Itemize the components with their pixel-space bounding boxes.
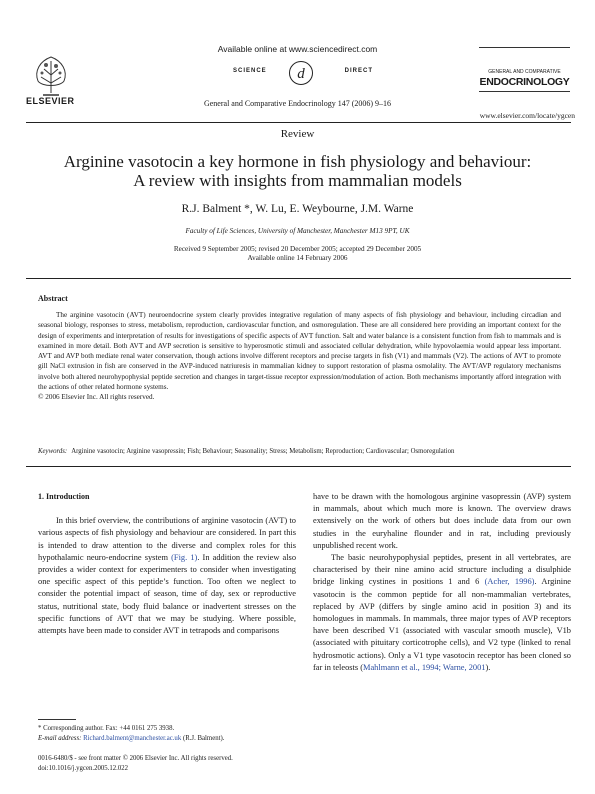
keywords-list: Arginine vasotocin; Arginine vasopressin; Fish; Behaviour; Seasonality; Stress; Metabolism; Reproduction; Cardiovascular; Osmoregulation (71, 448, 455, 455)
sciencedirect-logo (233, 60, 373, 88)
corresponding-footnote (38, 724, 298, 744)
author-list: R.J. Balment *, W. Lu, E. Weybourne, J.M. Warne (181, 203, 414, 215)
journal-bottom-rule (479, 91, 570, 92)
available-online-note[interactable]: Available online at www.sciencedirect.com (217, 44, 378, 54)
right-column (313, 491, 571, 674)
sd-logo-letter: d (297, 66, 305, 82)
section-heading: 1. Introduction (38, 492, 90, 501)
abstract-paragraph: The arginine vasotocin (AVT) neuroendocrine system clearly provides integrative regulation of many aspects of fish physiology and behaviour, including circadian and seasonal biology, responses to stress, metabolism, reproduction, cardiovascular function, and osmoregulation. These are all considered here providing an important context for the design of experiments and interpretation of results for investigations of specific aspects of AVT function. Salt and water balance is a consistent function from fish to mammals and is examined in more detail. Both AVT and AVP secretion is sensitive to hyperosmotic stimuli and associated cellular dehydration, while hypovolaemia would appear less important. AVT and AVP both mediate renal water conservation, though actions involve different receptors and precise targets in fish (V1) and mammals (V2). The actions of AVT to promote gill NaCl extrusion in fish are conserved in the AVP-induced natriuresis in mammalian kidney to support restoration of plasma osmolality. The AVT/AVP regulatory mechanisms involve both altered neurohypophysial peptide secretion and changes in target-tissue receptor expression/modulation of action. Both mechanisms importantly afford integration with the actions of other related hormone systems. (38, 311, 561, 392)
sd-logo-circle-icon (288, 60, 314, 86)
abstract-copyright: © 2006 Elsevier Inc. All rights reserved. (38, 393, 155, 402)
journal-name-small: GENERAL AND COMPARATIVE (488, 69, 561, 75)
article-title (40, 152, 555, 190)
left-column (38, 491, 296, 637)
article-type: Review (280, 128, 315, 140)
title-line-1: Arginine vasotocin a key hormone in fish physiology and behaviour: (63, 152, 532, 171)
journal-top-rule (479, 47, 570, 48)
journal-site-link[interactable]: www.elsevier.com/locate/ygcen (479, 111, 575, 120)
figure-link[interactable]: (Fig. 1) (171, 552, 198, 562)
header-divider (26, 122, 571, 123)
publisher-wordmark: ELSEVIER (26, 96, 75, 106)
received-line: Received 9 September 2005; revised 20 December 2005; accepted 29 December 2005 (173, 245, 422, 253)
received-dates (0, 245, 595, 263)
intro-paragraph: In this brief overview, the contributions of arginine vasotocin (AVT) to various aspects of fish physiology and behaviour are considered. In part this is intended to draw attention to the diverse and complex roles for this hypothalamic neuro-endocrine system (Fig. 1). In addition the review also provides a wider context for experimenters to consider when investigating one specific aspect of this peptide’s function. Too often we neglect to consider the potential impact of season, time of day, sex or reproductive status, nutritional state, body fluid balance or inadvertent stresses on the specific functions of AVT that we may be studying. Where possible, attempts have been made to consider AVT in tetrapods and comparisons (38, 516, 297, 636)
body-top-rule (26, 466, 571, 467)
journal-name: ENDOCRINOLOGY (479, 76, 570, 88)
sd-logo-right: DIRECT (344, 68, 373, 74)
abstract-top-rule (26, 278, 571, 279)
sd-logo-left: SCIENCE (233, 68, 267, 74)
right-paragraph-1: have to be drawn with the homologous arginine vasopressin (AVP) system in mammals, about which much more is known. The overview draws extensively on the work of others but does include data from our own studies in the euryhaline flounder and in rat, including previously unpublished recent work. (313, 492, 571, 550)
email-link[interactable]: Richard.balment@manchester.ac.uk (83, 735, 182, 742)
corresponding-author: * Corresponding author. Fax: +44 0161 275 3938. (38, 725, 175, 732)
doi-line[interactable]: doi:10.1016/j.ygcen.2005.12.022 (38, 765, 129, 772)
journal-citation: General and Comparative Endocrinology 147 (2006) 9–16 (203, 99, 392, 108)
acher-citation-link[interactable]: (Acher, 1996) (484, 577, 535, 587)
abstract-text (38, 310, 561, 403)
title-line-2: A review with insights from mammalian models (133, 171, 462, 190)
mahlmann-citation-link[interactable]: Mahlmann et al., 1994; Warne, 2001 (363, 662, 486, 672)
available-line: Available online 14 February 2006 (247, 254, 348, 262)
keywords-label: Keywords: (38, 448, 68, 455)
email-line: E-mail address: Richard.balment@manchester.ac.uk (R.J. Balment). (38, 735, 225, 742)
issn-line: 0016-6480/$ - see front matter © 2006 Elsevier Inc. All rights reserved. (38, 755, 233, 762)
affiliation: Faculty of Life Sciences, University of Manchester, Manchester M13 9PT, UK (185, 227, 410, 235)
abstract-heading: Abstract (38, 294, 68, 303)
right-paragraph-2: The basic neurohypophysial peptides, present in all vertebrates, are characterised by their nine amino acid structure including a disulphide bridge linking cystines in positions 1 and 6 (Acher, 1996). Arginine vasotocin is the common peptide for all non-mammalian vertebrates, replaced by AVP (differs by single amino acid in position 3) and its homologues in mammals. In mammals, three major types of AVP receptors have been described V1 (associated with vascular smooth muscle), V1b (associated with pituitary corticotrophe cells), and V2 type (linked to renal hydrosmotic actions). Only a V1 type vasotocin receptor has been cloned so far in teleosts (Mahlmann et al., 1994; Warne, 2001). (313, 553, 572, 672)
footnote-rule (38, 719, 76, 720)
keywords (38, 448, 568, 455)
issn-block (38, 754, 298, 774)
